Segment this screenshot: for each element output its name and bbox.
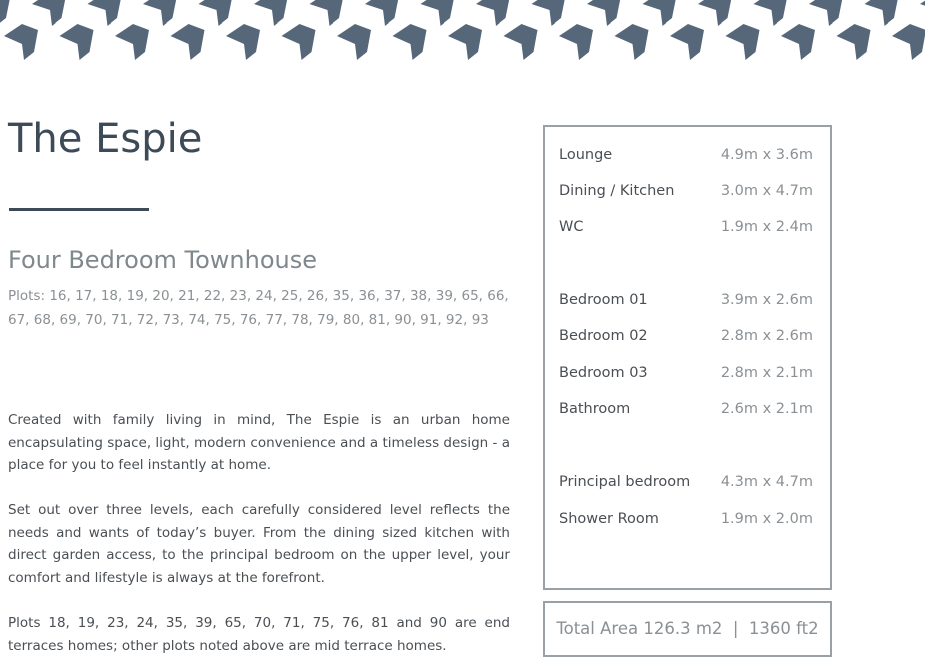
room-row [559,292,813,308]
end-terrace-note: Plots 18, 19, 23, 24, 35, 39, 65, 70, 71, 75, 76, 81 and 90 are end terraces homes; other plots noted above are mid terrace homes. [8,615,510,654]
room-row [559,474,813,490]
room-row [559,511,813,527]
room-name: Principal bedroom [559,474,691,490]
room-size: 2.8m x 2.1m [720,365,813,381]
title-divider [9,208,149,211]
room-row [559,147,813,163]
room-name: WC [559,219,584,235]
chevron-pattern-banner [0,0,925,62]
description-paragraph: Set out over three levels, each carefully considered level reflects the needs and wants of today’s buyer. From the dining sized kitchen with direct garden access, to the principal bedroom on the upper level, your comfort and lifestyle is always at the forefront. [8,502,510,586]
room-name: Bedroom 01 [559,292,648,308]
room-name: Dining / Kitchen [559,183,675,199]
room-row [559,365,813,381]
room-name: Lounge [559,147,613,163]
room-row [559,401,813,417]
description-paragraph: Created with family living in mind, The Espie is an urban home encapsulating space, light, modern convenience and a timeless design - a place for you to feel instantly at home. [8,412,510,473]
subtitle: Four Bedroom Townhouse [8,246,317,274]
room-row [559,219,813,235]
room-size: 3.0m x 4.7m [720,183,813,199]
room-size: 3.9m x 2.6m [720,292,813,308]
room-dimensions-table [543,125,832,590]
room-row [559,328,813,344]
room-row [559,183,813,199]
room-size: 1.9m x 2.0m [720,511,813,527]
room-name: Bedroom 02 [559,328,648,344]
room-size: 4.9m x 3.6m [720,147,813,163]
room-size: 1.9m x 2.4m [720,219,813,235]
room-size: 4.3m x 4.7m [720,474,813,490]
room-name: Shower Room [559,511,659,527]
total-area: Total Area 126.3 m2 | 1360 ft2 [543,601,832,657]
page-title: The Espie [8,116,203,162]
room-name: Bedroom 03 [559,365,648,381]
plots-list: Plots: 16, 17, 18, 19, 20, 21, 22, 23, 24, 25, 26, 35, 36, 37, 38, 39, 65, 66, 67, 68, 69, 70, 71, 72, 73, 74, 75, 76, 77, 78, 79, 80, 81, 90, 91, 92, 93 [8,288,509,328]
room-name: Bathroom [559,401,631,417]
room-size: 2.6m x 2.1m [720,401,813,417]
room-size: 2.8m x 2.6m [720,328,813,344]
